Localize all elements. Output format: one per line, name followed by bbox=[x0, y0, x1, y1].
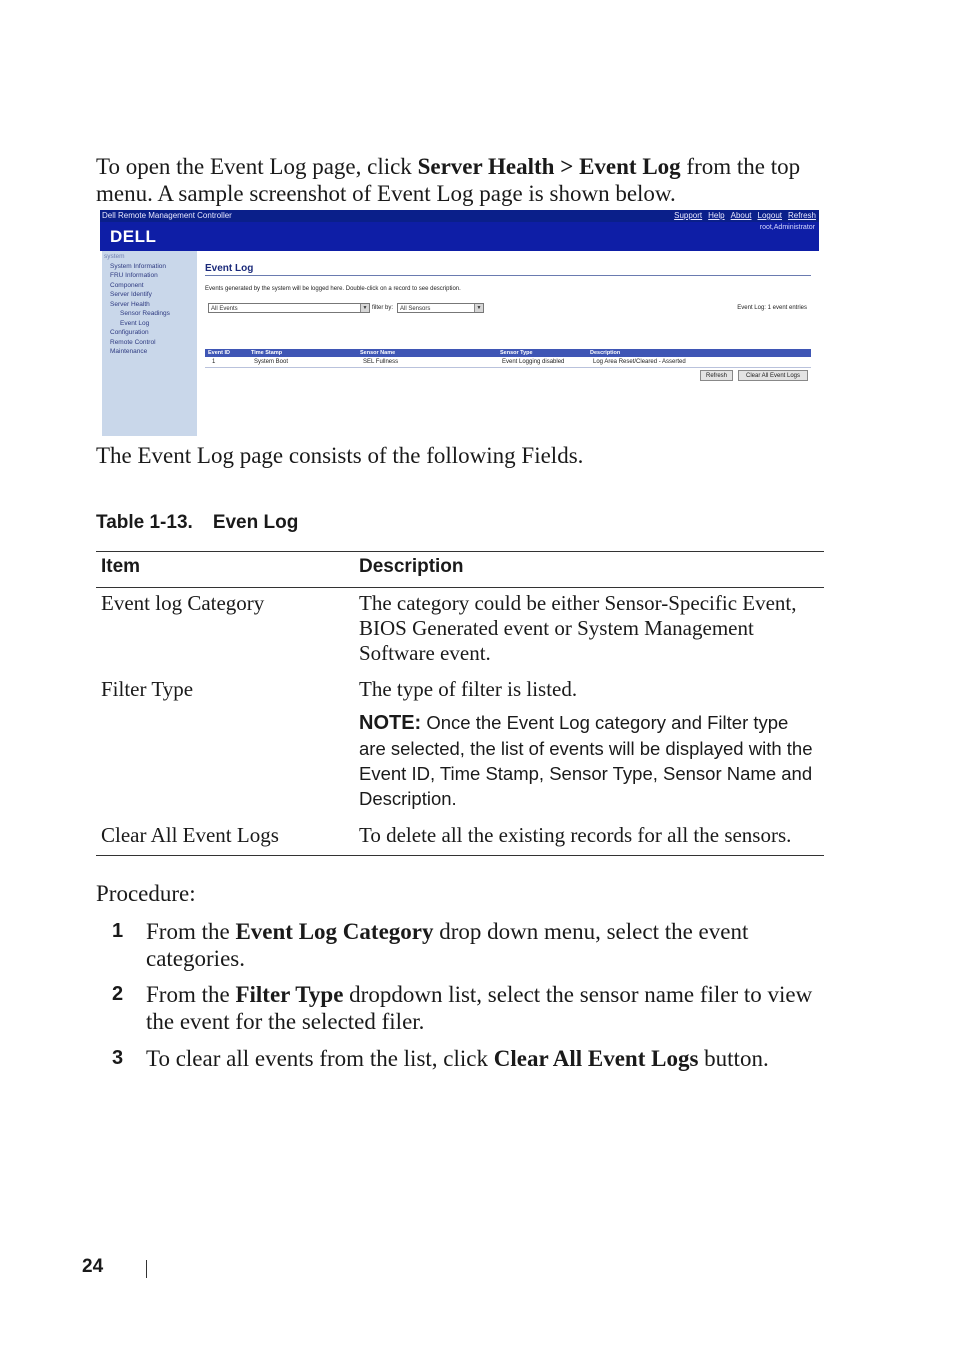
table-row-item: Event log Category bbox=[101, 591, 265, 615]
sidebar-item-event-log[interactable]: Event Log bbox=[120, 319, 150, 327]
table-header-rule bbox=[96, 587, 824, 588]
event-category-select[interactable]: All Events ▼ bbox=[208, 303, 370, 313]
screenshot-sidebar bbox=[102, 251, 197, 436]
help-link[interactable]: Help bbox=[708, 211, 725, 220]
refresh-button[interactable]: Refresh bbox=[700, 370, 733, 381]
col-sensor-name[interactable]: Sensor Name bbox=[360, 350, 396, 356]
clear-all-event-logs-button[interactable]: Clear All Event Logs bbox=[738, 370, 808, 381]
chevron-down-icon: ▼ bbox=[360, 304, 369, 312]
screenshot-main: Event Log Events generated by the system will be logged here. Double-click on a record to see description. All Events ▼ filter by: All Sensors ▼ Event Log: 1 event entries Event ID Time Stamp Sensor Name Sensor Type Description 1 System Boot SEL Fullness Event Logging disabled Log Area Reset/Cleared - Asserted Refresh Clear All Event Logs bbox=[205, 251, 815, 436]
table-header-item: Item bbox=[101, 556, 141, 577]
note-block bbox=[359, 710, 819, 811]
note-label: NOTE: bbox=[359, 712, 422, 734]
chevron-down-icon: ▼ bbox=[474, 304, 483, 312]
sidebar-item-component[interactable]: Component bbox=[110, 281, 144, 289]
page-number: 24 bbox=[82, 1256, 104, 1277]
table-row-description: To delete all the existing records for all the sensors. bbox=[359, 823, 792, 847]
sidebar-item-sensor-readings[interactable]: Sensor Readings bbox=[120, 310, 170, 317]
sidebar-item-maintenance[interactable]: Maintenance bbox=[110, 348, 148, 355]
sidebar-item-system[interactable]: system bbox=[104, 253, 125, 260]
sidebar-item-server-identify[interactable]: Server Identify bbox=[110, 291, 152, 298]
col-description[interactable]: Description bbox=[590, 350, 621, 356]
sidebar-item-fru-information[interactable]: FRU Information bbox=[110, 272, 158, 279]
sidebar-item-server-health[interactable]: Server Health bbox=[110, 300, 150, 308]
step-number: 3 bbox=[112, 1047, 124, 1069]
filter-type-select[interactable]: All Sensors ▼ bbox=[397, 303, 484, 313]
table-row-item: Clear All Event Logs bbox=[101, 823, 279, 847]
fields-paragraph: The Event Log page consists of the following Fields. bbox=[96, 443, 584, 468]
note-text: Once the Event Log category and Filter type are selected, the list of events will be displayed with the Event ID, Time Stamp, Sensor Type, Sensor Name and Description. bbox=[359, 712, 813, 809]
about-link[interactable]: About bbox=[730, 211, 752, 220]
menu-path: Server Health > Event Log bbox=[417, 154, 681, 179]
screenshot-heading: Event Log bbox=[205, 263, 254, 274]
screenshot-heading-rule bbox=[205, 275, 811, 276]
screenshot-header-band bbox=[100, 222, 819, 251]
sidebar-item-remote-control[interactable]: Remote Control bbox=[110, 338, 156, 346]
sidebar-item-configuration[interactable]: Configuration bbox=[110, 329, 149, 336]
table-row-description: The category could be either Sensor-Specific Event, BIOS Generated event or System Management Software event. bbox=[359, 591, 797, 665]
screenshot-top-links bbox=[668, 210, 816, 222]
screenshot-user: root,Administrator bbox=[759, 224, 815, 231]
step-number: 2 bbox=[112, 983, 124, 1005]
screenshot-title-bar: Dell Remote Management Controller Support Help About Logout Refresh bbox=[100, 210, 819, 222]
step-number: 1 bbox=[112, 920, 124, 942]
event-entry-count: Event Log: 1 event entries bbox=[737, 305, 807, 311]
row-divider bbox=[205, 367, 811, 368]
col-time-stamp[interactable]: Time Stamp bbox=[251, 350, 283, 356]
table-top-rule bbox=[96, 551, 824, 552]
event-table-header bbox=[205, 349, 811, 357]
filter-label: filter by: bbox=[372, 305, 394, 311]
page-number-divider bbox=[146, 1260, 147, 1278]
col-sensor-type[interactable]: Sensor Type bbox=[500, 350, 533, 356]
table-row-description: The type of filter is listed. bbox=[359, 677, 578, 701]
table-header-description: Description bbox=[359, 556, 464, 577]
screenshot-description: Events generated by the system will be logged here. Double-click on a record to see description. bbox=[205, 286, 461, 292]
col-event-id[interactable]: Event ID bbox=[208, 350, 231, 356]
dell-logo: DELL bbox=[110, 227, 157, 246]
procedure-title: Procedure: bbox=[96, 881, 196, 906]
refresh-link[interactable]: Refresh bbox=[787, 211, 816, 220]
event-log-screenshot bbox=[100, 210, 819, 436]
table-caption: Table 1-13. Even Log bbox=[96, 512, 299, 533]
intro-paragraph: To open the Event Log page, click Server Health > Event Log from the top menu. A sample screenshot of Event Log page is shown below. bbox=[96, 154, 801, 206]
logout-link[interactable]: Logout bbox=[757, 211, 782, 220]
table-bottom-rule bbox=[96, 855, 824, 856]
table-row-item: Filter Type bbox=[101, 677, 194, 701]
support-link[interactable]: Support bbox=[674, 211, 703, 220]
sidebar-item-system-information[interactable]: System Information bbox=[110, 262, 166, 270]
